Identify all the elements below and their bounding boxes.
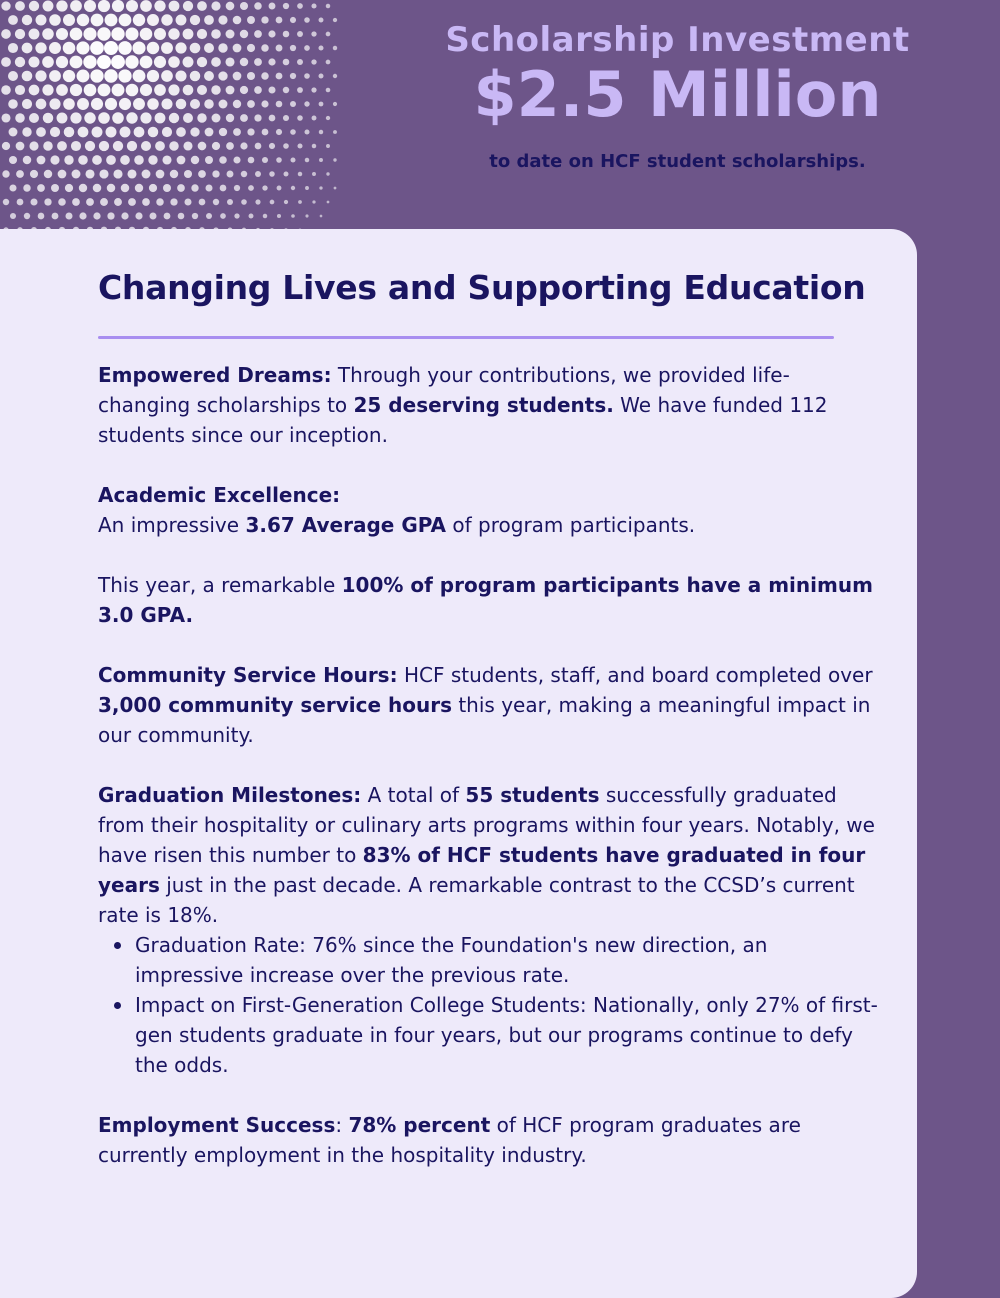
academic-excellence-label: Academic Excellence: xyxy=(98,483,341,507)
community-service-label: Community Service Hours: xyxy=(98,663,398,687)
empowered-dreams-label: Empowered Dreams: xyxy=(98,363,332,387)
header-subtitle: to date on HCF student scholarships. xyxy=(489,151,866,172)
graduation-milestones-paragraph: Graduation Milestones: A total of 55 students successfully graduated from their hospitality or culinary arts programs within four years. Notably, we have risen this number to 83% of HCF students have graduated in four years just in the past decade. A remarkable contrast to the CCSD’s current rate is 18%. xyxy=(98,783,875,927)
list-item: Graduation Rate: 76% since the Foundation's new direction, an impressive increase over the previous rate. xyxy=(135,930,878,990)
header-banner xyxy=(0,0,1000,230)
list-item: Impact on First-Generation College Students: Nationally, only 27% of first-gen students graduate in four years, but our programs continue to defy the odds. xyxy=(135,990,878,1080)
community-service-paragraph: Community Service Hours: HCF students, staff, and board completed over 3,000 community service hours this year, making a meaningful impact in our community. xyxy=(98,663,873,747)
minimum-gpa-paragraph: This year, a remarkable 100% of program participants have a minimum 3.0 GPA. xyxy=(98,573,873,627)
graduation-bullet-list xyxy=(98,930,878,1080)
header-amount: $2.5 Million xyxy=(473,58,882,131)
academic-excellence-paragraph: Academic Excellence: An impressive 3.67 Average GPA of program participants. xyxy=(98,483,696,537)
employment-success-paragraph: Employment Success: 78% percent of HCF program graduates are currently employment in the hospitality industry. xyxy=(98,1113,801,1167)
card-title: Changing Lives and Supporting Education xyxy=(98,268,866,307)
header-title: Scholarship Investment xyxy=(445,20,910,60)
card-content xyxy=(98,360,878,1200)
graduation-milestones-label: Graduation Milestones: xyxy=(98,783,362,807)
empowered-dreams-paragraph: Empowered Dreams: Through your contributions, we provided life-changing scholarships to 25 deserving students. We have funded 112 students since our inception. xyxy=(98,363,828,447)
employment-success-label: Employment Success xyxy=(98,1113,336,1137)
title-divider xyxy=(98,336,834,339)
